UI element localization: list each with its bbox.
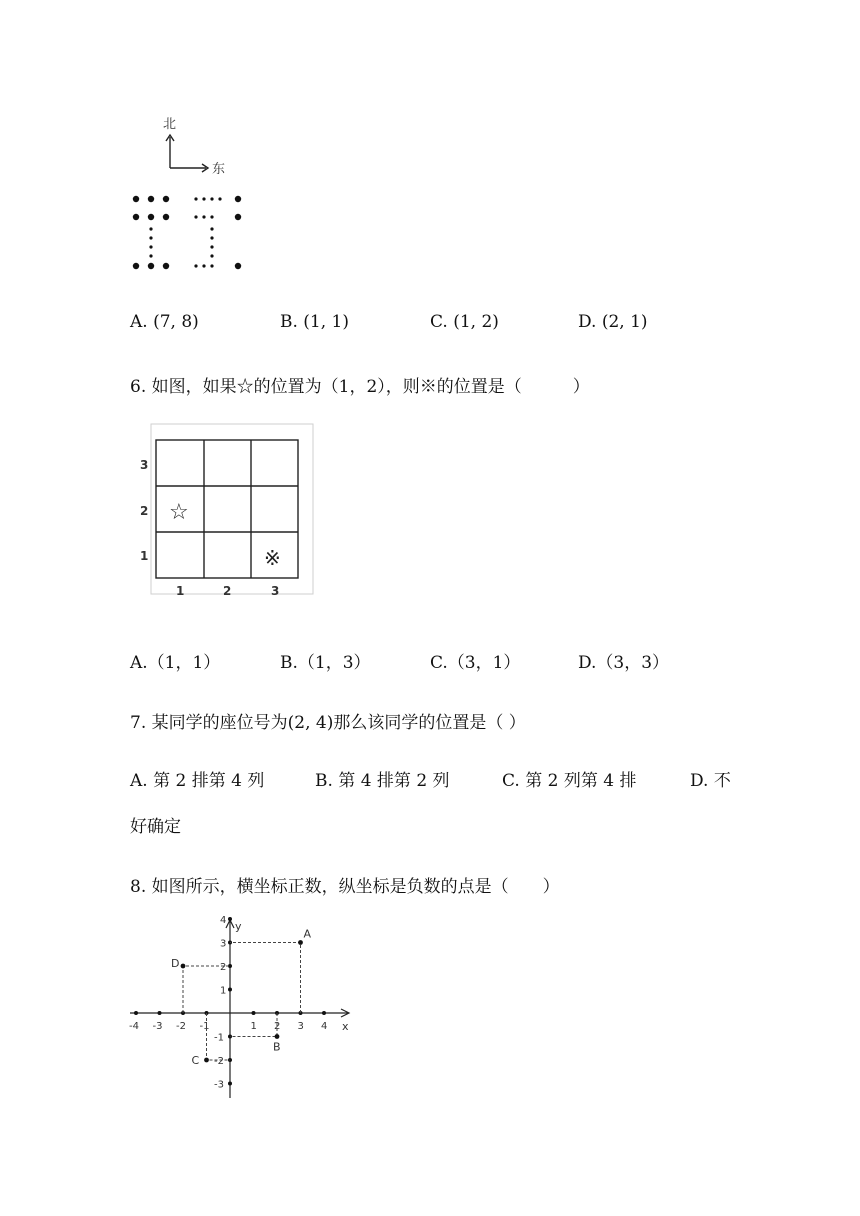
y-tick-dot <box>228 917 232 921</box>
labeled-points <box>171 928 312 1068</box>
y-tick-label: 1 <box>220 985 227 997</box>
q5-option-c: C. (1, 2) <box>430 312 499 332</box>
x-tick-dot <box>322 1011 326 1015</box>
q6-option-a: A.（1，1） <box>130 653 221 673</box>
y-tick-label: 2 <box>220 962 227 973</box>
q5-option-b: B. (1, 1) <box>280 312 350 332</box>
q8-coordinate-plane <box>120 915 370 1105</box>
y-tick-dot <box>228 988 232 992</box>
point-guide-a <box>230 943 301 1014</box>
q7-option-c: C. 第 2 列第 4 排 <box>502 771 637 791</box>
x-tick-label: 1 <box>250 1021 257 1032</box>
q6-grid-figure <box>125 420 320 605</box>
x-tick-dot <box>134 1011 138 1015</box>
north-label: 北 <box>163 117 177 132</box>
q5-option-a: A. (7, 8) <box>130 312 199 332</box>
x-axis-label: x <box>342 1020 349 1033</box>
point-d <box>181 964 186 969</box>
point-label-b: B <box>273 1040 281 1054</box>
dot-pattern <box>133 196 241 269</box>
row-label-2: 2 <box>140 504 149 518</box>
star-symbol: ☆ <box>169 500 189 525</box>
y-tick-label: 4 <box>220 915 227 926</box>
x-tick-label: 4 <box>321 1021 328 1032</box>
x-tick-label: -4 <box>129 1021 139 1032</box>
q6-option-c: C.（3，1） <box>430 653 521 673</box>
point-label-c: C <box>191 1054 200 1067</box>
q6-question: 6. 如图，如果☆的位置为（1，2），则※的位置是（ ） <box>130 377 590 397</box>
x-tick-label: 3 <box>297 1021 304 1032</box>
point-b <box>275 1034 280 1039</box>
q6-option-b: B.（1，3） <box>280 653 371 673</box>
reference-symbol: ※ <box>264 546 281 570</box>
q7-option-a: A. 第 2 排第 4 列 <box>130 771 265 791</box>
x-tick-label: 2 <box>274 1021 281 1032</box>
q7-question: 7. 某同学的座位号为(2, 4)那么该同学的位置是（ ） <box>130 713 526 733</box>
y-axis-label: y <box>235 920 242 933</box>
x-tick-dot <box>158 1011 162 1015</box>
point-a <box>298 940 303 945</box>
x-tick-dot <box>252 1011 256 1015</box>
point-label-a: A <box>303 927 312 941</box>
point-label-d: D <box>171 957 180 970</box>
q5-option-d: D. (2, 1) <box>578 312 648 332</box>
col-label-1: 1 <box>176 584 185 598</box>
y-tick-label: -3 <box>214 1079 224 1091</box>
y-tick-label: 3 <box>220 938 227 950</box>
compass <box>163 117 225 177</box>
q8-question: 8. 如图所示，横坐标正数，纵坐标是负数的点是（ ） <box>130 877 560 897</box>
col-label-2: 2 <box>223 584 232 598</box>
east-label: 东 <box>212 162 226 177</box>
axes <box>130 920 349 1098</box>
col-label-3: 3 <box>271 584 280 598</box>
tick-marks <box>129 915 327 1091</box>
q6-option-d: D.（3，3） <box>578 653 670 673</box>
y-tick-dot <box>228 1082 232 1086</box>
y-tick-label: -2 <box>214 1056 224 1067</box>
q7-option-b: B. 第 4 排第 2 列 <box>315 771 450 791</box>
q7-option-d-continuation: 好确定 <box>130 817 181 837</box>
x-tick-label: -1 <box>199 1021 210 1032</box>
x-tick-label: -3 <box>152 1021 163 1032</box>
x-tick-label: -2 <box>176 1021 186 1032</box>
q5-figure <box>120 105 270 280</box>
point-c <box>204 1058 209 1063</box>
q7-option-d: D. 不 <box>690 771 731 791</box>
row-label-1: 1 <box>140 549 149 563</box>
row-label-3: 3 <box>140 458 149 472</box>
y-tick-label: -1 <box>214 1032 224 1044</box>
